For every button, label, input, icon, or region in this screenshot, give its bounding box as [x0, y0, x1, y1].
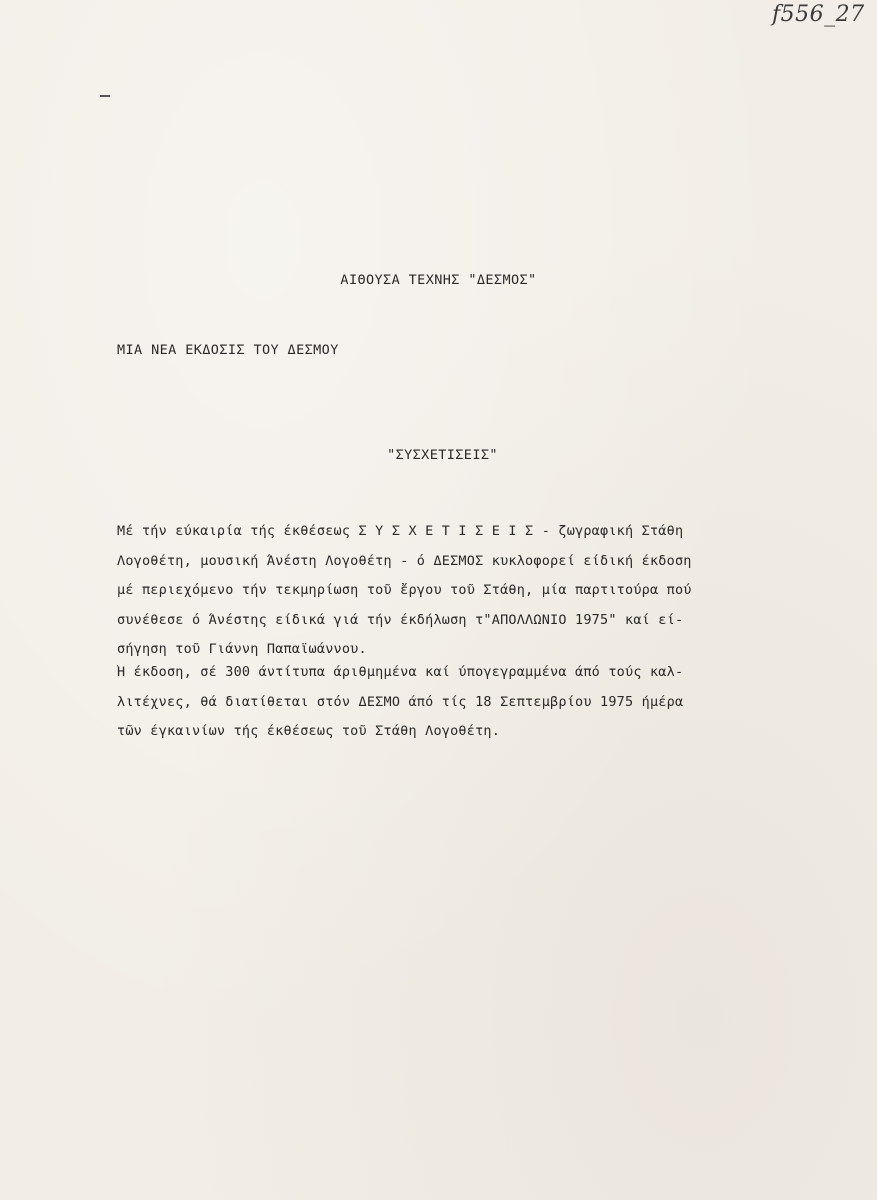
- paragraph-line: λιτέχνες, θά διατίθεται στόν ΔΕΣΜΟ άπό τίς 18 Σεπτεμβρίου 1975 ήμέρα: [117, 693, 684, 710]
- announcement-subheading: ΜΙΑ ΝΕΑ ΕΚΔΟΣΙΣ ΤΟΥ ΔΕΣΜΟΥ: [117, 342, 339, 358]
- gallery-heading: ΑΙΘΟΥΣΑ ΤΕΧΝΗΣ "ΔΕΣΜΟΣ": [340, 272, 537, 288]
- paragraph-line: μέ περιεχόμενο τήν τεκμηρίωση τοῦ ἔργου τοῦ Στάθη, μία παρτιτούρα πού: [117, 582, 692, 598]
- work-title: "ΣΥΣΧΕΤΙΣΕΙΣ": [387, 447, 498, 463]
- paragraph-one: [117, 517, 757, 665]
- paragraph-line: Λογοθέτη, μουσική Άνέστη Λογοθέτη - ό ΔΕΣΜΟΣ κυκλοφορεί είδική έκδοση: [117, 552, 692, 569]
- paragraph-two: [117, 658, 757, 747]
- paragraph-line: σήγηση τοῦ Γιάννη Παπαϊωάννου.: [117, 641, 367, 657]
- paragraph-line: τῶν έγκαινίων τής έκθέσεως τοῦ Στάθη Λογοθέτη.: [117, 723, 501, 739]
- paragraph-line: συνέθεσε ό Άνέστης είδικά γιά τήν έκδήλωση τ"ΑΠΟΛΛΩΝΙΟ 1975" καί εί-: [117, 611, 684, 628]
- margin-mark: [100, 95, 110, 97]
- paragraph-line: Μέ τήν εύκαιρία τής έκθέσεως Σ Υ Σ Χ Ε Τ Ι Σ Ε Ι Σ - ζωγραφική Στάθη: [117, 523, 684, 539]
- paragraph-line: Ή έκδοση, σέ 300 άντίτυπα άριθμημένα καί ύπογεγραμμένα άπό τούς καλ-: [117, 664, 684, 680]
- archive-reference-handwritten: f556_27: [772, 2, 865, 27]
